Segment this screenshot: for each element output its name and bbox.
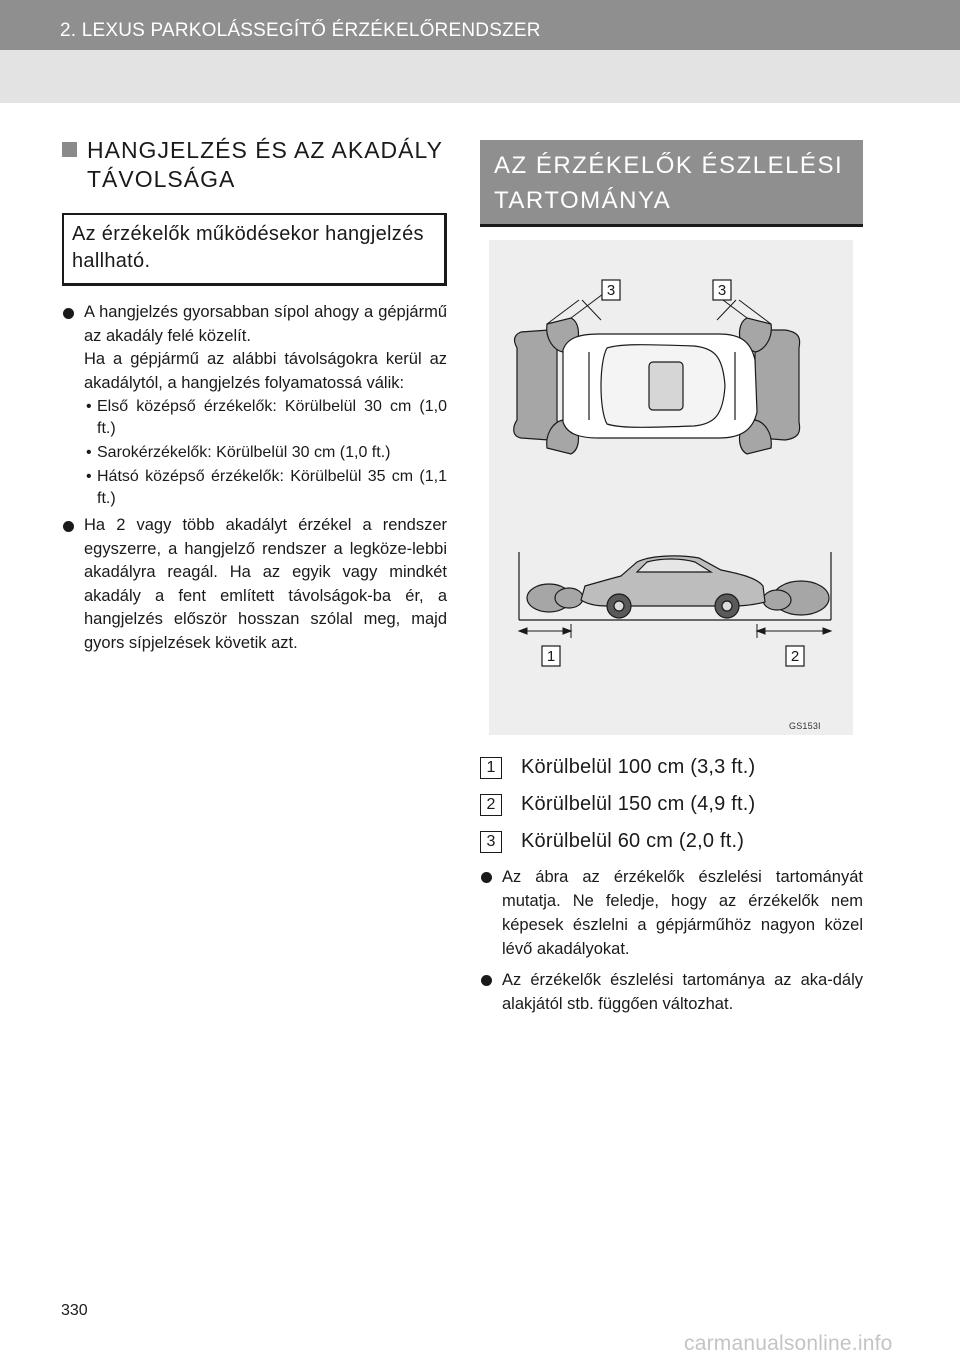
callout-label: 1 — [546, 648, 556, 665]
sub-list-item — [84, 442, 447, 464]
sub-item-text: Sarokérzékelők: Körülbelül 30 cm (1,0 ft.) — [97, 444, 391, 461]
callout-top-left — [602, 280, 620, 300]
header-title-bar — [0, 0, 960, 50]
list-item — [62, 301, 447, 510]
legend-number-box: 2 — [480, 794, 502, 816]
sub-bullet-marker: • — [86, 398, 92, 415]
legend-text: Körülbelül 60 cm (2,0 ft.) — [521, 830, 745, 852]
bullet-dot-icon — [481, 975, 492, 986]
sub-bullet-marker: • — [86, 444, 92, 461]
watermark: carmanualsonline.info — [684, 1332, 893, 1355]
top-view-car — [563, 334, 757, 438]
callout-bottom-left — [542, 646, 560, 666]
left-column — [62, 136, 447, 659]
car-sunroof — [649, 362, 683, 410]
bullet-text: Ha 2 vagy több akadályt érzékel a rendszer egyszerre, a hangjelző rendszer a legköze-lebbi akadályra reagál. Ha az egyik vagy mindkét akadály a fent említett távolságok-ba ér, a hangjelzés először hosszan szólal meg, majd gyors sípjelzések követik azt. — [84, 516, 447, 652]
legend-row — [480, 750, 865, 785]
sub-list — [84, 396, 447, 510]
bullet-text-continued: Ha a gépjármű az alábbi távolságokra kerül az akadálytól, a hangjelzés folyamatossá válik: — [84, 350, 447, 392]
diagram-code: GS153I — [789, 721, 821, 731]
callout-label: 3 — [717, 282, 727, 299]
bullet-text: Az ábra az érzékelők észlelési tartományát mutatja. Ne feledje, hogy az érzékelők nem képesek észlelni a gépjárműhöz nagyon közel lévő akadályokat. — [502, 868, 863, 958]
callout-bottom-right — [786, 646, 804, 666]
list-item — [62, 514, 447, 655]
bullet-dot-icon — [63, 521, 74, 532]
section-heading — [62, 136, 447, 194]
callout-top-right — [713, 280, 731, 300]
bullet-text: Az érzékelők észlelési tartománya az aka-dály alakjától stb. függően változhat. — [502, 971, 863, 1013]
legend-text: Körülbelül 100 cm (3,3 ft.) — [521, 756, 756, 778]
sub-item-text: Hátsó középső érzékelők: Körülbelül 35 cm (1,1 ft.) — [97, 468, 447, 507]
heading-square-icon — [62, 142, 77, 157]
section-heading-text: HANGJELZÉS ÉS AZ AKADÁLY TÁVOLSÁGA — [87, 137, 443, 192]
right-column — [480, 140, 863, 227]
legend — [480, 750, 865, 861]
bullet-list — [62, 301, 447, 655]
legend-row — [480, 824, 865, 859]
legend-row — [480, 787, 865, 822]
side-view-car — [581, 556, 765, 618]
top-dimension-lines — [547, 294, 771, 324]
diagram-svg — [489, 240, 853, 735]
callout-label: 3 — [606, 282, 616, 299]
sub-item-text: Első középső érzékelők: Körülbelül 30 cm (1,0 ft.) — [97, 398, 447, 437]
bullet-text: A hangjelzés gyorsabban sípol ahogy a gépjármű az akadály felé közelít. — [84, 303, 447, 345]
sub-list-item — [84, 466, 447, 510]
sub-list-item — [84, 396, 447, 440]
page-number: 330 — [61, 1302, 88, 1319]
front-side-zone-inner — [763, 590, 791, 610]
list-item — [480, 865, 863, 961]
legend-number-box: 1 — [480, 757, 502, 779]
note-box: Az érzékelők működésekor hangjelzés hallható. — [62, 213, 447, 286]
bullet-dot-icon — [63, 308, 74, 319]
legend-text: Körülbelül 150 cm (4,9 ft.) — [521, 793, 756, 815]
sensor-range-diagram — [489, 240, 853, 735]
sub-bullet-marker: • — [86, 468, 92, 485]
rear-side-zone-inner — [555, 588, 583, 608]
list-item — [480, 968, 863, 1016]
side-dimension-arrows — [519, 624, 831, 638]
rear-sensor-zone — [514, 330, 558, 440]
chapter-title: 2. LEXUS PARKOLÁSSEGÍTŐ ÉRZÉKELŐRENDSZER — [60, 20, 541, 41]
legend-number-box: 3 — [480, 831, 502, 853]
section-title-box: AZ ÉRZÉKELŐK ÉSZLELÉSI TARTOMÁNYA — [480, 140, 863, 227]
right-bullet-list — [480, 865, 863, 1023]
callout-label: 2 — [790, 648, 800, 665]
bullet-dot-icon — [481, 872, 492, 883]
